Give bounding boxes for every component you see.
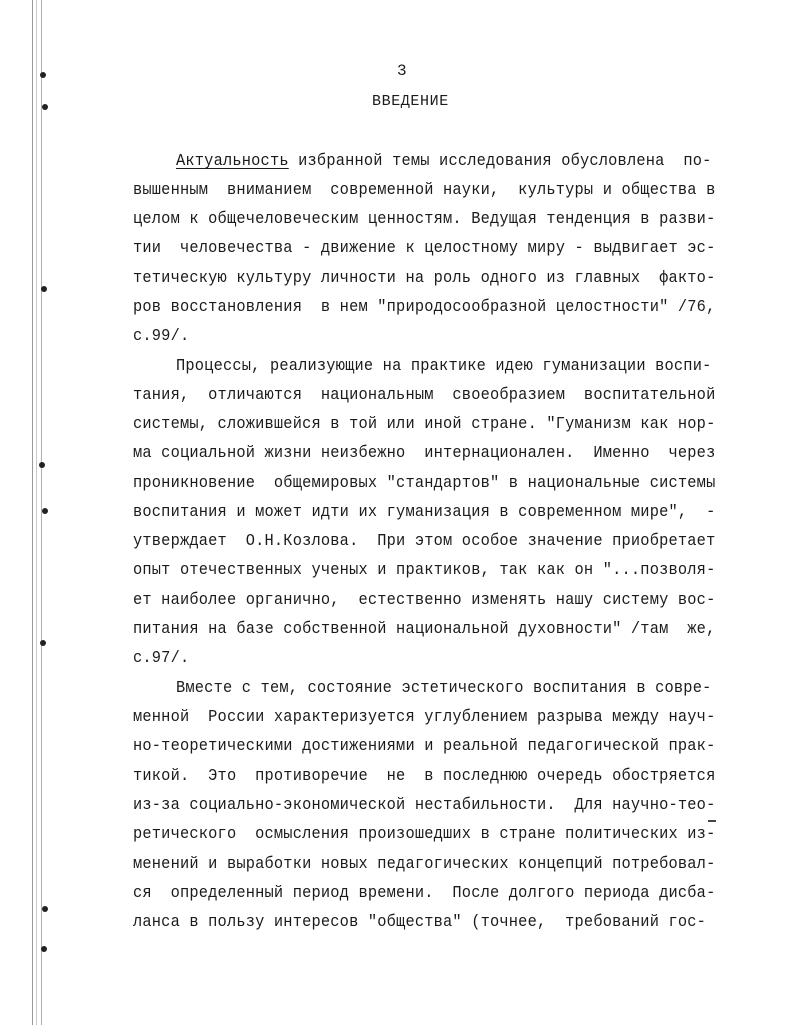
text-line: ретического осмысления произошедших в стране политических из- <box>133 824 716 843</box>
text-line: ся определенный период времени. После долгого периода дисба- <box>133 883 716 902</box>
text-line: воспитания и может идти их гуманизация в современном мире", - <box>133 502 716 521</box>
text-line: ланса в пользу интересов "общества" (точнее, требований гос- <box>133 912 707 931</box>
text-line: но-теоретическими достижениями и реальной педагогической прак- <box>133 736 716 755</box>
text-line: проникновение общемировых "стандартов" в национальные системы <box>133 473 716 492</box>
text-line: менений и выработки новых педагогических концепций потребовал- <box>133 854 716 873</box>
text-line: тания, отличаются национальным своеобразием воспитательной <box>133 385 716 404</box>
emphasized-term: Актуальность <box>176 151 289 170</box>
text-line: менной России характеризуется углублением разрыва между науч- <box>133 707 716 726</box>
text-line: питания на базе собственной национальной духовности" /там же, <box>133 619 716 638</box>
text-line: ров восстановления в нем "природосообразной целостности" /76, <box>133 297 716 316</box>
text-line: вышенным вниманием современной науки, культуры и общества в <box>133 180 716 199</box>
page-number: 3 <box>397 62 407 80</box>
text-line: тии человечества - движение к целостному миру - выдвигает эс- <box>133 238 716 257</box>
text-line: из-за социально-экономической нестабильности. Для научно-тео- <box>133 795 716 814</box>
text-line: Процессы, реализующие на практике идею гуманизации воспи- <box>176 356 712 375</box>
text-line: с.97/. <box>133 648 190 667</box>
text-line: утверждает О.Н.Козлова. При этом особое значение приобретает <box>133 531 716 550</box>
text-line: целом к общечеловеческим ценностям. Ведущая тенденция в разви- <box>133 209 716 228</box>
text-line: Актуальность избранной темы исследования обусловлена по- <box>176 151 712 170</box>
text-line: системы, сложившейся в той или иной стране. "Гуманизм как нор- <box>133 414 716 433</box>
text-line: опыт отечественных ученых и практиков, так как он "...позволя- <box>133 560 716 579</box>
text-line: ма социальной жизни неизбежно интернационален. Именно через <box>133 443 716 462</box>
text-line: ет наиболее органично, естественно изменять нашу систему вос- <box>133 590 716 609</box>
scan-mark <box>708 820 716 822</box>
text-line: Вместе с тем, состояние эстетического воспитания в совре- <box>176 678 712 697</box>
text-line: тикой. Это противоречие не в последнюю очередь обостряется <box>133 766 716 785</box>
scan-edge-artifact <box>30 0 52 1025</box>
page-heading: ВВЕДЕНИЕ <box>372 93 449 110</box>
text-line: с.99/. <box>133 326 190 345</box>
text-line: тетическую культуру личности на роль одного из главных факто- <box>133 268 716 287</box>
